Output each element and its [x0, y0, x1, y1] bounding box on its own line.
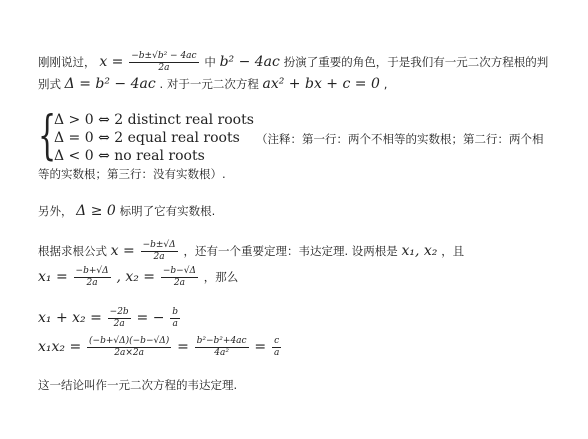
product-numerator-2: b²−b²+4ac [196, 336, 247, 346]
sum-result-numerator: b [172, 307, 179, 317]
product-result-fraction [272, 336, 281, 359]
sum-result-fraction [170, 307, 180, 330]
sum-numerator: −2b [109, 307, 129, 317]
nonnegative-line [38, 203, 215, 219]
nonnegative-prefix: 另外， [38, 204, 77, 218]
root-formula-prefix: 根据求根公式 [38, 244, 111, 258]
roots-symbols: x₁, x₂ [401, 243, 438, 259]
case-positive: Δ > 0 ⇔ 2 distinct real roots [54, 112, 254, 128]
x2-lhs: , x₂ = [116, 269, 156, 285]
product-numerator: (−b+√Δ)(−b−√Δ) [89, 336, 170, 346]
discriminant-expression: b² − 4ac [219, 54, 280, 70]
vieta-intro-line-1 [38, 240, 464, 263]
case-negative: Δ < 0 ⇔ no real roots [54, 148, 205, 164]
intro-line2-end: , [383, 77, 388, 91]
x1-numerator: −b+√Δ [75, 266, 109, 276]
x2-numerator: −b−√Δ [162, 266, 196, 276]
cases-brace: { [38, 106, 57, 166]
product-equals-2: = [254, 339, 267, 355]
root-formula-numerator: −b±√Δ [142, 240, 176, 250]
intro-line-2 [38, 76, 387, 92]
product-equals-1: = [177, 339, 189, 355]
product-result-numerator: c [272, 336, 281, 348]
intro-prefix: 刚刚说过， [38, 55, 96, 69]
product-fraction-2 [195, 336, 249, 359]
sum-equals: = − [136, 310, 165, 326]
quadratic-formula-numerator: −b±√b² − 4ac [131, 51, 197, 61]
sum-result-denominator: a [172, 319, 178, 329]
quadratic-formula-denominator: 2a [158, 63, 170, 73]
intro-line-1 [38, 51, 548, 74]
root-formula-lhs: x = [110, 243, 135, 259]
quadratic-formula-fraction [129, 51, 198, 74]
sum-lhs: x₁ + x₂ = [38, 310, 102, 326]
then-text: ，那么 [203, 270, 239, 284]
conclusion-text: 这一结论叫作一元二次方程的韦达定理. [38, 378, 238, 392]
x2-denominator: 2a [173, 278, 185, 288]
sum-denominator: 2a [113, 319, 125, 329]
vieta-product-line [38, 336, 283, 359]
x2-fraction [161, 266, 198, 289]
root-formula-denominator: 2a [153, 252, 165, 262]
vieta-intro-end: ，且 [441, 244, 465, 258]
nonnegative-suffix: 标明了它有实数根. [119, 204, 216, 218]
cases-note-continued: 等的实数根；第三行：没有实数根）. [38, 167, 226, 181]
nonnegative-condition: Δ ≥ 0 [76, 203, 116, 219]
vieta-intro-mid: ，还有一个重要定理：韦达定理. 设两根是 [183, 244, 402, 258]
discriminant-definition: Δ = b² − 4ac [64, 76, 156, 92]
product-denominator-2: 4a² [214, 348, 229, 358]
vieta-sum-line [38, 307, 182, 330]
x1-denominator: 2a [86, 278, 98, 288]
cases-note: （注释：第一行：两个不相等的实数根；第二行：两个相 [256, 132, 544, 146]
x1-fraction [74, 266, 111, 289]
product-fraction [87, 336, 171, 359]
intro-rest: 扮演了重要的角色，于是我们有一元二次方程根的判 [283, 55, 549, 69]
root-formula-fraction [141, 240, 178, 263]
quadratic-formula-lhs: x = [99, 54, 124, 70]
product-result-denominator: a [273, 348, 280, 358]
case-zero: Δ = 0 ⇔ 2 equal real roots [54, 130, 240, 146]
discriminant-label: 别式 [38, 77, 65, 91]
vieta-intro-line-2 [38, 266, 238, 289]
intro-mid: 中 [204, 55, 220, 69]
intro-line2-mid: . 对于一元二次方程 [159, 77, 263, 91]
product-denominator: 2a×2a [114, 348, 144, 358]
product-lhs: x₁x₂ = [38, 339, 82, 355]
sum-fraction [108, 307, 131, 330]
x1-lhs: x₁ = [38, 269, 68, 285]
quadratic-equation: ax² + bx + c = 0 [262, 76, 380, 92]
